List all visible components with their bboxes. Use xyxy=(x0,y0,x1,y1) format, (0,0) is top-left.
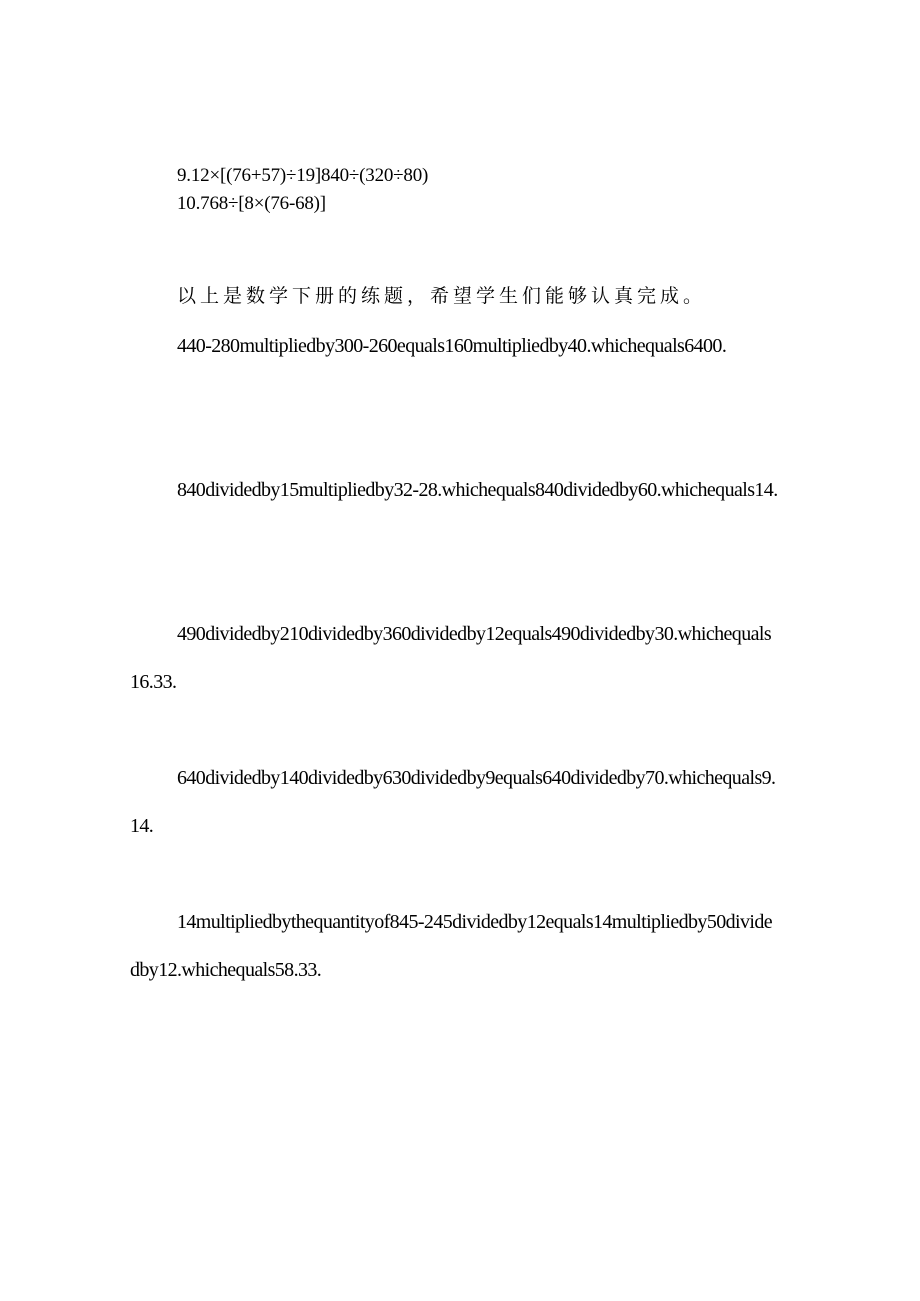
solution-paragraph-3: 490dividedby210dividedby360dividedby12equals490dividedby30.whichequals16.33. xyxy=(130,623,772,693)
equation-line-1: 9.12×[(76+57)÷19]840÷(320÷80) xyxy=(177,165,429,186)
solution-paragraph-2: 840dividedby15multipliedby32-28.whichequals840dividedby60.whichequals14. xyxy=(177,479,778,501)
equation-line-2: 10.768÷[8×(76-68)] xyxy=(177,193,326,214)
solution-paragraph-4: 640dividedby140dividedby630dividedby9equals640dividedby70.whichequals9.14. xyxy=(130,767,776,837)
solution-paragraph-1: 440-280multipliedby300-260equals160multipliedby40.whichequals6400. xyxy=(177,335,727,357)
solution-paragraph-5: 14multipliedbythequantityof845-245dividedby12equals14multipliedby50dividedby12.whichequals58.33. xyxy=(130,911,773,981)
summary-text: 以上是数学下册的练题，希望学生们能够认真完成。 xyxy=(177,285,707,307)
